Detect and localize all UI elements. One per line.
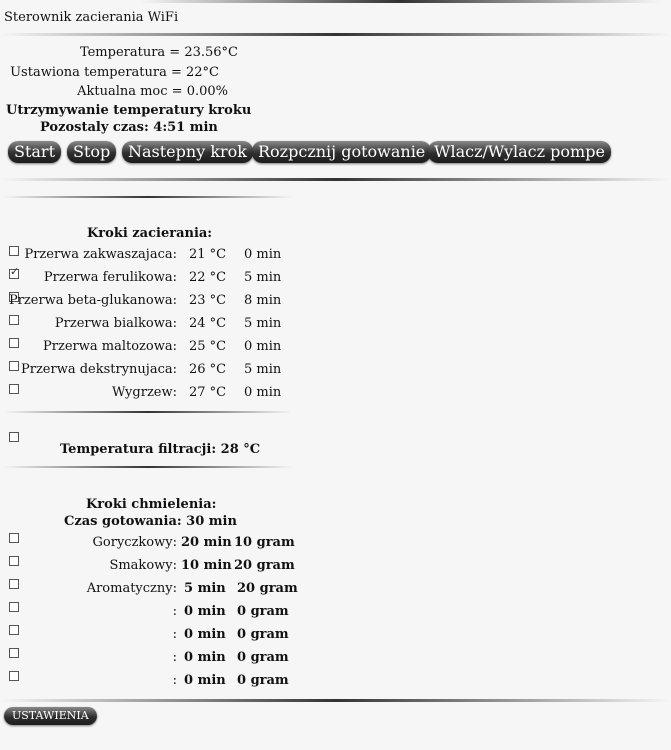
- mash-step-temperature: 23 °C: [189, 293, 227, 308]
- filtration-checkbox[interactable]: [9, 432, 19, 442]
- next-step-button[interactable]: Nastepny krok: [122, 141, 253, 163]
- hops-heading: Kroki chmielenia:: [86, 497, 217, 512]
- mash-step-name: Przerwa maltozowa:: [43, 339, 177, 354]
- boil-time: Czas gotowania: 30 min: [64, 514, 237, 529]
- mash-step-time: 0 min: [244, 339, 282, 354]
- mash-step-temperature: 27 °C: [189, 385, 227, 400]
- mash-step-checkbox[interactable]: [9, 338, 19, 348]
- mash-divider-top: [4, 196, 292, 198]
- hop-step-time: 0 min: [184, 650, 226, 665]
- top-divider: [140, 0, 660, 3]
- start-boil-button[interactable]: Rozpcznij gotowanie: [252, 141, 431, 163]
- start-button[interactable]: Start: [8, 141, 61, 163]
- remaining-time: Pozostaly czas: 4:51 min: [40, 120, 218, 135]
- mash-heading: Kroki zacierania:: [87, 226, 213, 241]
- hop-step-amount: 0 gram: [237, 650, 289, 665]
- mash-step-temperature: 21 °C: [189, 247, 227, 262]
- hop-step-time: 0 min: [184, 627, 226, 642]
- hop-step-checkbox[interactable]: [9, 648, 19, 658]
- mash-step-temperature: 26 °C: [189, 362, 227, 377]
- hop-step-time: 5 min: [184, 581, 226, 596]
- mash-step-time: 5 min: [244, 270, 282, 285]
- hop-step-checkbox[interactable]: [9, 579, 19, 589]
- filtration-temperature: Temperatura filtracji: 28 °C: [60, 442, 261, 457]
- mash-step-time: 8 min: [244, 293, 282, 308]
- hop-step-time: 0 min: [184, 673, 226, 688]
- mash-divider-bottom: [4, 411, 292, 413]
- hop-step-name: :: [172, 673, 177, 688]
- mash-step-temperature: 22 °C: [189, 270, 227, 285]
- mash-step-time: 5 min: [244, 316, 282, 331]
- hop-step-amount: 0 gram: [237, 673, 289, 688]
- hop-step-amount: 20 gram: [234, 558, 295, 573]
- mash-step-checkbox[interactable]: [9, 384, 19, 394]
- hop-step-checkbox[interactable]: [9, 556, 19, 566]
- hop-step-amount: 0 gram: [237, 627, 289, 642]
- mash-step-time: 0 min: [244, 385, 282, 400]
- hop-step-name: :: [172, 604, 177, 619]
- mash-step-name: Wygrzew:: [111, 385, 177, 400]
- mash-step-temperature: 25 °C: [189, 339, 227, 354]
- mash-step-name: Przerwa zakwaszajaca:: [24, 247, 177, 262]
- hop-step-time: 0 min: [184, 604, 226, 619]
- hop-step-checkbox[interactable]: [9, 533, 19, 543]
- mash-step-name: Przerwa beta-glukanowa:: [8, 293, 177, 308]
- hop-step-name: :: [172, 627, 177, 642]
- hop-step-checkbox[interactable]: [9, 602, 19, 612]
- hop-step-amount: 20 gram: [237, 581, 298, 596]
- hop-step-time: 10 min: [181, 558, 232, 573]
- header-divider: [0, 33, 671, 36]
- mash-step-checkbox[interactable]: [9, 246, 19, 256]
- mash-step-checkbox[interactable]: [9, 361, 19, 371]
- status-mode: Utrzymywanie temperatury kroku: [6, 103, 252, 118]
- hop-step-name: Smakowy:: [109, 558, 177, 573]
- mash-step-checkbox[interactable]: [9, 269, 19, 279]
- hop-step-checkbox[interactable]: [9, 625, 19, 635]
- hop-step-name: :: [172, 650, 177, 665]
- set-temperature: Ustawiona temperatura = 22°C: [10, 65, 219, 80]
- hop-step-name: Goryczkowy:: [92, 535, 177, 550]
- hop-step-time: 20 min: [181, 535, 232, 550]
- mash-step-name: Przerwa ferulikowa:: [43, 270, 177, 285]
- hop-step-checkbox[interactable]: [9, 671, 19, 681]
- stop-button[interactable]: Stop: [67, 141, 116, 163]
- mash-step-name: Przerwa dekstrynujaca:: [20, 362, 177, 377]
- hop-step-name: Aromatyczny:: [86, 581, 177, 596]
- mash-step-name: Przerwa bialkowa:: [54, 316, 177, 331]
- mash-step-checkbox[interactable]: [9, 315, 19, 325]
- mash-step-time: 5 min: [244, 362, 282, 377]
- mash-step-temperature: 24 °C: [189, 316, 227, 331]
- hop-step-amount: 10 gram: [234, 535, 295, 550]
- current-temperature: Temperatura = 23.56°C: [79, 45, 238, 60]
- current-power: Aktualna moc = 0.00%: [77, 84, 228, 99]
- footer-divider: [0, 699, 671, 702]
- filtration-divider: [4, 466, 292, 468]
- mash-step-time: 0 min: [244, 247, 282, 262]
- app-title: Sterownik zacierania WiFi: [4, 10, 179, 25]
- buttons-divider: [0, 178, 671, 181]
- hop-step-amount: 0 gram: [237, 604, 289, 619]
- pump-toggle-button[interactable]: Wlacz/Wylacz pompe: [428, 141, 611, 163]
- settings-button[interactable]: USTAWIENIA: [4, 707, 97, 725]
